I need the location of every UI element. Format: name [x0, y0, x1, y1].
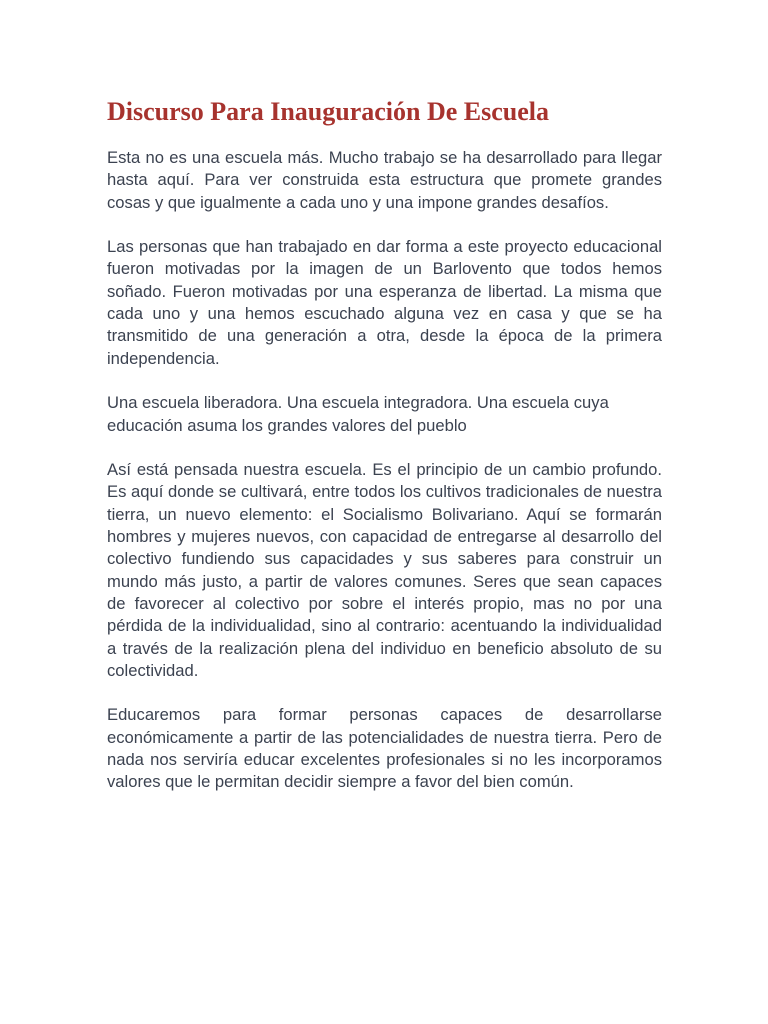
- document-title: Discurso Para Inauguración De Escuela: [107, 97, 549, 126]
- paragraph-2: Las personas que han trabajado en dar forma a este proyecto educacional fueron motivadas por la imagen de un Barlovento que todos hemos soñado. Fueron motivadas por una esperanza de libertad. La misma que cada uno y una hemos escuchado alguna vez en casa y que se ha transmitido de una generación a otra, desde la época de la primera independencia.: [107, 237, 662, 368]
- paragraph-1: Esta no es una escuela más. Mucho trabajo se ha desarrollado para llegar hasta aquí. Para ver construida esta estructura que promete grandes cosas y que igualmente a cada uno y una impone grandes desafíos.: [107, 148, 662, 212]
- document-body: [107, 147, 662, 816]
- paragraph-3: Una escuela liberadora. Una escuela integradora. Una escuela cuya educación asuma los grandes valores del pueblo: [107, 393, 609, 435]
- paragraph-4: Así está pensada nuestra escuela. Es el principio de un cambio profundo. Es aquí donde se cultivará, entre todos los cultivos tradicionales de nuestra tierra, un nuevo elemento: el Socialismo Bolivariano. Aquí se formarán hombres y mujeres nuevos, con capacidad de entregarse al desarrollo del colectivo fundiendo sus capacidades y sus saberes para construir un mundo más justo, a partir de valores comunes. Seres que sean capaces de favorecer al colectivo por sobre el interés propio, mas no por una pérdida de la individualidad, sino al contrario: acentuando la individualidad a través de la realización plena del individuo en beneficio absoluto de su colectividad.: [107, 460, 662, 680]
- paragraph-5: Educaremos para formar personas capaces de desarrollarse económicamente a partir de las potencialidades de nuestra tierra. Pero de nada nos serviría educar excelentes profesionales si no les incorporamos valores que le permitan decidir siempre a favor del bien común.: [107, 705, 662, 792]
